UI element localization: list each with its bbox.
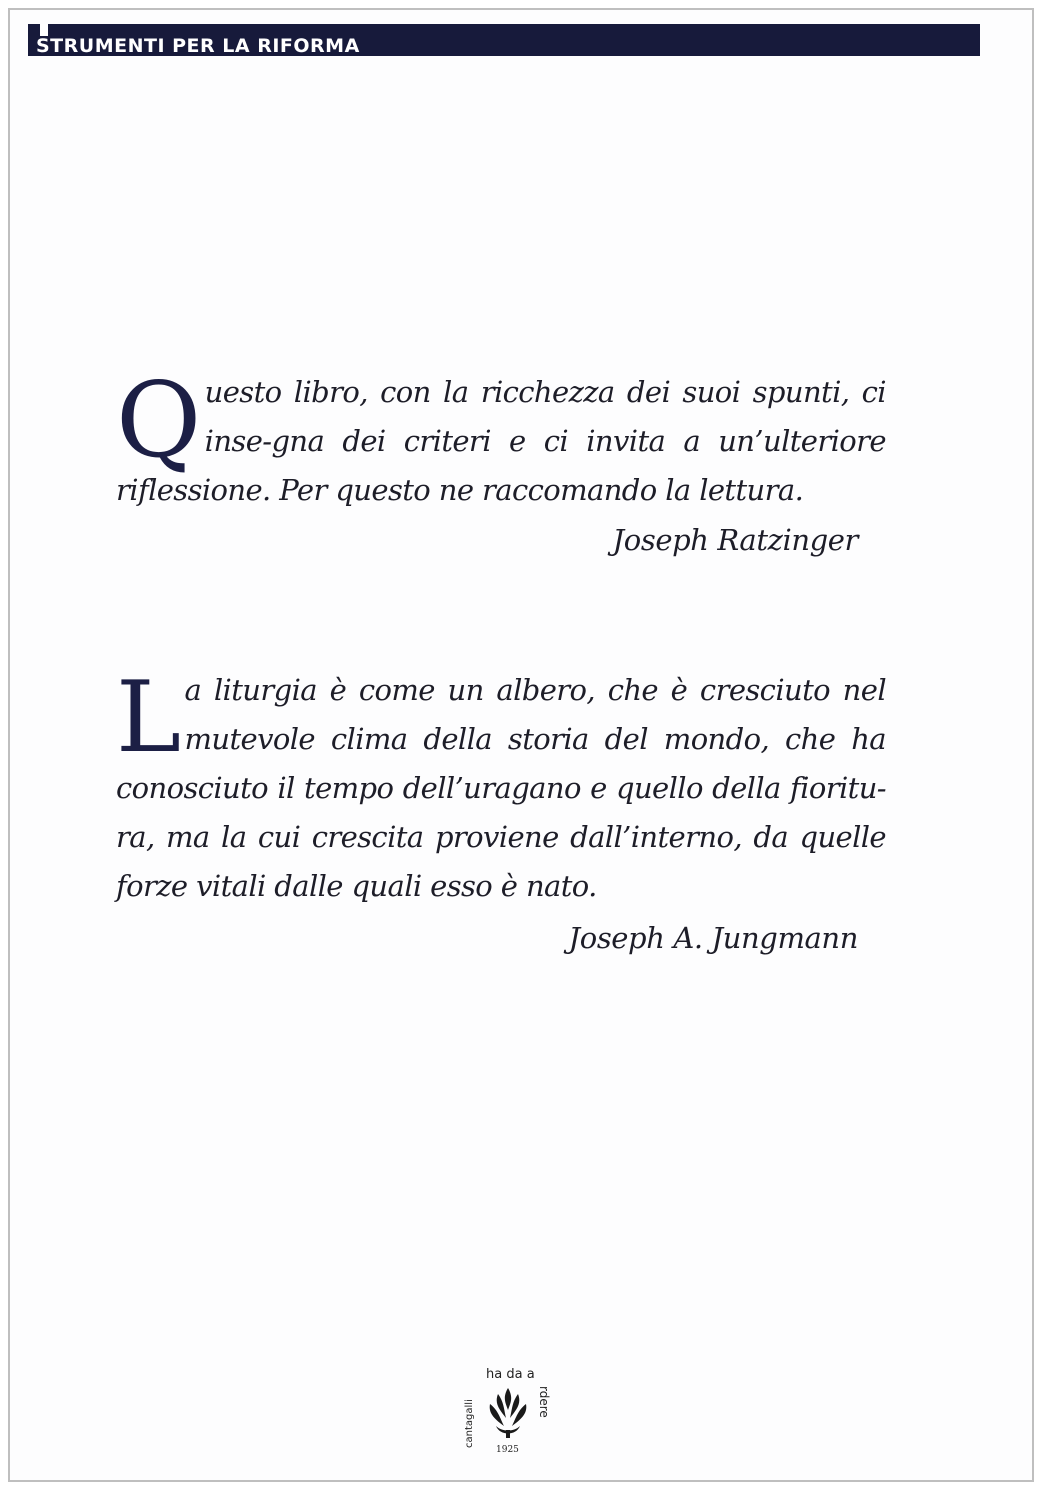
drop-cap-l: L	[116, 661, 181, 775]
publisher-logo	[462, 1366, 554, 1458]
quote-jungmann	[116, 661, 886, 911]
quote-text: uesto libro, con la ricchezza dei suoi spunti, ci inse-gna dei criteri e ci invita a un’ulteriore riflessione. Per questo ne raccomando la lettura.	[116, 375, 886, 507]
series-title: STRUMENTI PER LA RIFORMA	[36, 35, 360, 57]
publisher-motto-top: ha da a	[486, 1367, 535, 1382]
quote-ratzinger	[116, 359, 886, 515]
publisher-year: 1925	[496, 1445, 519, 1455]
quote-author-ratzinger: Joseph Ratzinger	[612, 523, 858, 557]
drop-cap-q: Q	[116, 359, 201, 481]
quote-author-jungmann: Joseph A. Jungmann	[568, 921, 858, 955]
quote-text: a liturgia è come un albero, che è cresciuto nel mutevole clima della storia del mondo, che ha conosciuto il tempo dell’uragano e quello della fioritu-ra, ma la cui crescita proviene dall’interno, da quelle forze vitali dalle quali esso è nato.	[116, 673, 886, 903]
book-back-cover	[8, 8, 1034, 1482]
publisher-motto-side: rdere	[537, 1386, 551, 1418]
flame-icon	[490, 1388, 527, 1438]
publisher-name: cantagalli	[464, 1399, 475, 1448]
series-header-band	[28, 24, 980, 56]
